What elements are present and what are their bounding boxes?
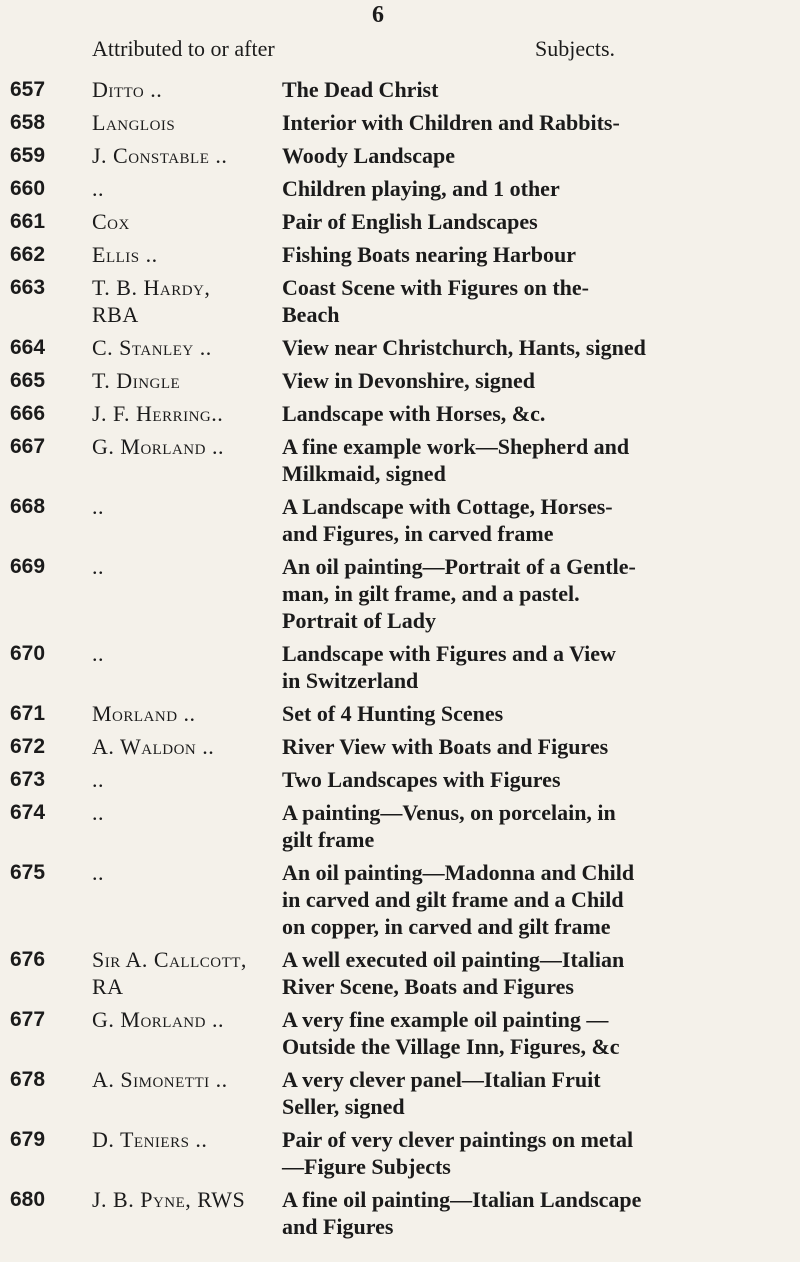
artist-name: Morland ..: [92, 701, 196, 726]
lot-number: 673: [10, 768, 46, 791]
list-item: [0, 640, 800, 694]
subject-text: Children playing, and 1 other: [282, 176, 560, 201]
list-item: [0, 700, 800, 727]
artist-name: C. Stanley ..: [92, 335, 212, 360]
lot-number: 663: [10, 276, 46, 299]
artist-name: Cox: [92, 209, 130, 234]
subject-text: Fishing Boats nearing Harbour: [282, 242, 576, 267]
artist-name: G. Morland ..: [92, 434, 224, 459]
list-item: [0, 400, 800, 427]
subject-text: View in Devonshire, signed: [282, 368, 536, 393]
lot-number: 666: [10, 402, 46, 425]
lot-number: 660: [10, 177, 46, 200]
artist-name: ..: [92, 860, 104, 885]
list-item: [0, 241, 800, 268]
subject-text: Pair of very clever paintings on metal —Figure Subjects: [282, 1127, 634, 1179]
lot-number: 667: [10, 435, 46, 458]
artist-name: Ellis ..: [92, 242, 158, 267]
list-item: [0, 367, 800, 394]
subject-text: Landscape with Figures and a View in Switzerland: [282, 641, 616, 693]
subject-text: Interior with Children and Rabbits-: [282, 110, 620, 135]
list-item: [0, 109, 800, 136]
subject-text: Pair of English Landscapes: [282, 209, 538, 234]
subject-text: Set of 4 Hunting Scenes: [282, 701, 504, 726]
lot-number: 669: [10, 555, 46, 578]
lot-number: 677: [10, 1008, 46, 1031]
list-item: [0, 766, 800, 793]
list-item: [0, 1186, 800, 1240]
lot-number: 670: [10, 642, 46, 665]
artist-name: J. B. Pyne, RWS: [92, 1187, 246, 1212]
artist-name: ..: [92, 641, 104, 666]
header-attributed: Attributed to or after: [92, 36, 275, 61]
artist-name: ..: [92, 494, 104, 519]
list-item: [0, 733, 800, 760]
subject-text: Woody Landscape: [282, 143, 455, 168]
subject-text: River View with Boats and Figures: [282, 734, 609, 759]
list-item: [0, 76, 800, 103]
lot-number: 658: [10, 111, 46, 134]
list-item: [0, 175, 800, 202]
lot-number: 676: [10, 948, 46, 971]
lot-number: 661: [10, 210, 46, 233]
artist-name: ..: [92, 800, 104, 825]
artist-name: ..: [92, 176, 104, 201]
lot-number: 668: [10, 495, 46, 518]
list-item: [0, 142, 800, 169]
lot-number: 680: [10, 1188, 46, 1211]
artist-name: D. Teniers ..: [92, 1127, 208, 1152]
subject-text: A well executed oil painting—Italian River Scene, Boats and Figures: [282, 947, 625, 999]
list-item: [0, 433, 800, 487]
subject-text: The Dead Christ: [282, 77, 439, 102]
list-item: [0, 799, 800, 853]
lot-number: 659: [10, 144, 46, 167]
lot-number: 672: [10, 735, 46, 758]
artist-name: G. Morland ..: [92, 1007, 224, 1032]
lot-number: 679: [10, 1128, 46, 1151]
lot-number: 664: [10, 336, 46, 359]
subject-text: Landscape with Horses, &c.: [282, 401, 546, 426]
catalogue-list: [0, 76, 800, 1246]
subject-text: A very clever panel—Italian Fruit Seller, signed: [282, 1067, 601, 1119]
list-item: [0, 334, 800, 361]
lot-number: 671: [10, 702, 46, 725]
subject-text: An oil painting—Madonna and Child in carved and gilt frame and a Child on copper, in carved and gilt frame: [282, 860, 635, 939]
artist-name: A. Waldon ..: [92, 734, 215, 759]
artist-name: A. Simonetti ..: [92, 1067, 228, 1092]
lot-number: 675: [10, 861, 46, 884]
artist-name: T. B. Hardy, RBA: [92, 275, 211, 327]
lot-number: 662: [10, 243, 46, 266]
list-item: [0, 946, 800, 1000]
artist-name: Ditto ..: [92, 77, 163, 102]
artist-name: ..: [92, 554, 104, 579]
subject-text: A fine example work—Shepherd and Milkmaid, signed: [282, 434, 630, 486]
list-item: [0, 1066, 800, 1120]
subject-text: A fine oil painting—Italian Landscape and Figures: [282, 1187, 642, 1239]
lot-number: 665: [10, 369, 46, 392]
list-item: [0, 1126, 800, 1180]
list-item: [0, 553, 800, 634]
artist-name: T. Dingle: [92, 368, 181, 393]
lot-number: 674: [10, 801, 46, 824]
subject-text: Two Landscapes with Figures: [282, 767, 561, 792]
subject-text: An oil painting—Portrait of a Gentle- man, in gilt frame, and a pastel. Portrait of Lady: [282, 554, 636, 633]
lot-number: 657: [10, 78, 46, 101]
list-item: [0, 208, 800, 235]
subject-text: View near Christchurch, Hants, signed: [282, 335, 646, 360]
artist-name: J. F. Herring..: [92, 401, 224, 426]
lot-number: 678: [10, 1068, 46, 1091]
subject-text: A very fine example oil painting — Outside the Village Inn, Figures, &c: [282, 1007, 620, 1059]
list-item: [0, 1006, 800, 1060]
artist-name: J. Constable ..: [92, 143, 228, 168]
list-item: [0, 274, 800, 328]
list-item: [0, 859, 800, 940]
subject-text: Coast Scene with Figures on the- Beach: [282, 275, 589, 327]
subject-text: A painting—Venus, on porcelain, in gilt frame: [282, 800, 616, 852]
subject-text: A Landscape with Cottage, Horses- and Figures, in carved frame: [282, 494, 613, 546]
artist-name: ..: [92, 767, 104, 792]
artist-name: Sir A. Callcott, RA: [92, 947, 247, 999]
artist-name: Langlois: [92, 110, 176, 135]
page-number: 6: [372, 2, 384, 28]
list-item: [0, 493, 800, 547]
header-subjects: Subjects.: [535, 36, 616, 61]
